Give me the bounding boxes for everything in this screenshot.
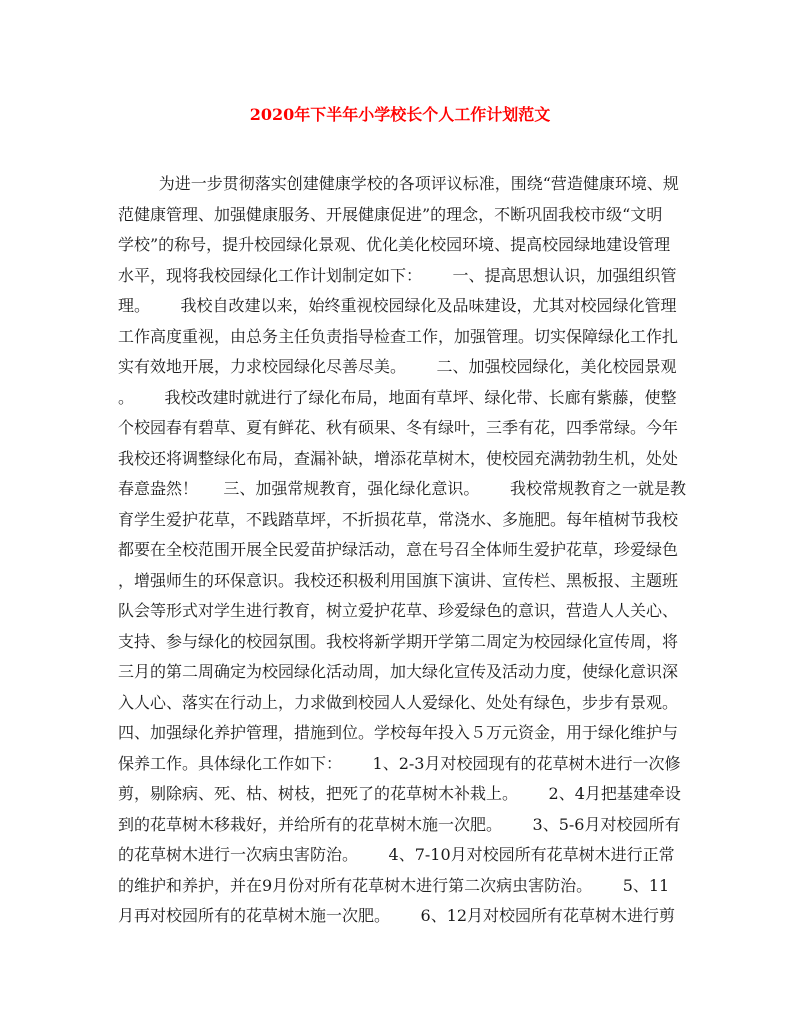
- body-line: 。 我校改建时就进行了绿化布局，地面有草坪、绿化带、长廊有紫藤，使整: [118, 387, 677, 407]
- body-line: 学校”的称号，提升校园绿化景观、优化美化校园环境、提高校园绿地建设管理: [118, 235, 671, 254]
- body-line: 实有效地开展，力求校园绿化尽善尽美。 二、加强校园绿化，美化校园景观: [118, 357, 677, 376]
- body-line: 为进一步贯彻落实创建健康学校的各项评议标准，围绕“营造健康环境、规: [118, 174, 679, 193]
- body-line: ，增强师生的环保意识。我校还积极利用国旗下演讲、宣传栏、黑板报、主题班: [118, 570, 679, 590]
- body-line: 的花草树木进行一次病虫害防治。 4、7-10月对校园所有花草树木进行正常: [118, 845, 675, 864]
- body-line: 支持、参与绿化的校园氛围。我校将新学期开学第二周定为校园绿化宣传周，将: [118, 631, 679, 651]
- body-line: 工作高度重视，由总务主任负责指导检查工作，加强管理。切实保障绿化工作扎: [118, 326, 679, 346]
- body-line: 理。 我校自改建以来，始终重视校园绿化及品味建设，尤其对校园绿化管理: [118, 296, 677, 315]
- body-line: 队会等形式对学生进行教育，树立爱护花草、珍爱绿色的意识，营造人人关心、: [118, 601, 679, 620]
- body-line: 春意盎然！ 三、加强常规教育，强化绿化意识。 我校常规教育之一就是教: [118, 479, 686, 498]
- document-title: 2020年下半年小学校长个人工作计划范文: [249, 105, 551, 124]
- body-line: 的维护和养护，并在9月份对所有花草树木进行第二次病虫害防治。 5、11: [118, 875, 670, 895]
- body-line: 月再对校园所有的花草树木施一次肥。 6、12月对校园所有花草树木进行剪: [118, 906, 676, 925]
- body-line: 个校园春有碧草、夏有鲜花、秋有硕果、冬有绿叶，三季有花，四季常绿。今年: [118, 418, 679, 437]
- body-line: 入人心、落实在行动上，力求做到校园人人爱绿化、处处有绿色，步步有景观。: [118, 692, 679, 712]
- body-line: 我校还将调整绿化布局，查漏补缺，增添花草树木，使校园充满勃勃生机，处处: [118, 448, 679, 468]
- body-line: 育学生爱护花草，不践踏草坪，不折损花草，常浇水、多施肥。每年植树节我校: [118, 509, 679, 529]
- document-body: [118, 169, 708, 932]
- body-line: 保养工作。具体绿化工作如下： 1、2-3月对校园现有的花草树木进行一次修: [118, 753, 681, 773]
- body-line: 四、加强绿化养护管理，措施到位。学校每年投入５万元资金，用于绿化维护与: [118, 723, 679, 742]
- body-line: 三月的第二周确定为校园绿化活动周，加大绿化宣传及活动力度，使绿化意识深: [118, 662, 679, 681]
- body-line: 到的花草树木移栽好，并给所有的花草树木施一次肥。 3、5-6月对校园所有: [118, 814, 681, 834]
- body-line: 范健康管理、加强健康服务、开展健康促进”的理念，不断巩固我校市级“文明: [118, 204, 663, 224]
- body-line: 水平，现将我校园绿化工作计划制定如下： 一、提高思想认识，加强组织管: [118, 265, 677, 285]
- body-line: 都要在全校范围开展全民爱苗护绿活动，意在号召全体师生爱护花草，珍爱绿色: [118, 540, 679, 559]
- body-line: 剪，剔除病、死、枯、树枝，把死了的花草树木补栽上。 2、4月把基建牵设: [118, 784, 681, 803]
